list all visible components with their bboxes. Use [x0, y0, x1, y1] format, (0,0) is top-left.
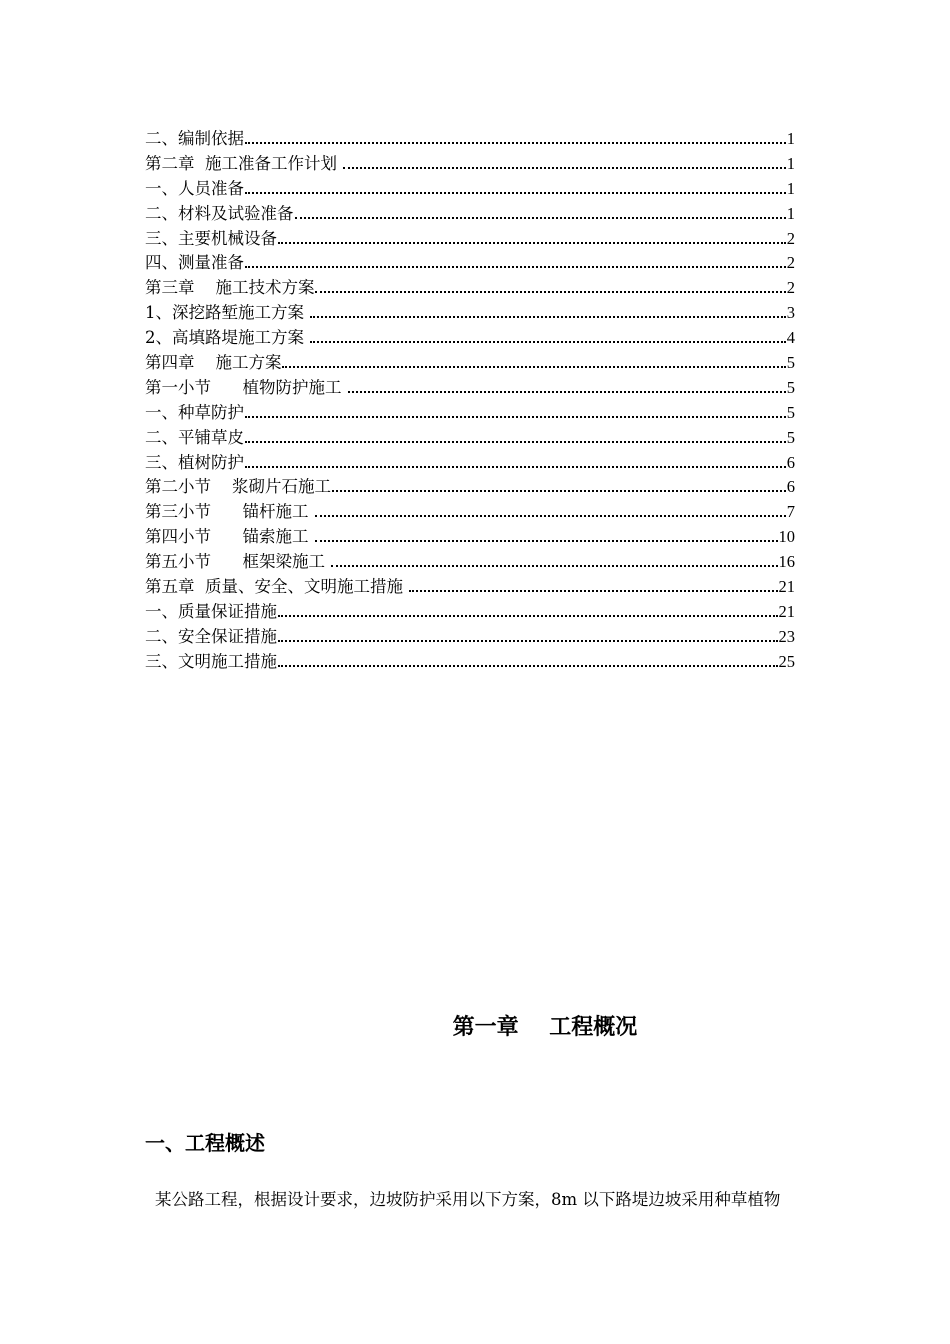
- toc-leader-dots: [348, 391, 786, 393]
- toc-entry[interactable]: [145, 301, 795, 326]
- toc-page-number: 2: [786, 228, 795, 248]
- chapter-title: 第一章 工程概况: [452, 1015, 638, 1040]
- toc-page-number: 21: [778, 601, 795, 621]
- toc-leader-dots: [278, 242, 786, 244]
- toc-leader-dots: [245, 266, 786, 268]
- toc-entry[interactable]: [145, 276, 795, 301]
- toc-leader-dots: [315, 515, 786, 517]
- toc-page-number: 7: [786, 502, 795, 522]
- toc-entry[interactable]: [145, 550, 795, 575]
- toc-page-number: 1: [786, 129, 795, 148]
- toc-leader-dots: [278, 640, 778, 642]
- toc-label: 二、编制依据: [145, 129, 244, 148]
- toc-label: 第二小节 浆砌片石施工: [145, 477, 331, 497]
- toc-leader-dots: [245, 142, 786, 144]
- toc-page-number: 2: [786, 253, 795, 273]
- toc-entry[interactable]: [145, 426, 795, 451]
- toc-leader-dots: [278, 615, 778, 617]
- toc-leader-dots: [343, 167, 786, 169]
- toc-entry[interactable]: [145, 600, 795, 625]
- toc-entry[interactable]: [145, 401, 795, 426]
- toc-leader-dots: [245, 441, 786, 443]
- toc-leader-dots: [315, 291, 785, 293]
- toc-leader-dots: [315, 540, 778, 542]
- body-paragraph: 某公路工程，根据设计要求，边坡防护采用以下方案，8m 以下路堤边坡采用种草植物: [155, 1190, 781, 1209]
- toc-label: 三、文明施工措施: [145, 651, 277, 671]
- toc-leader-dots: [295, 217, 786, 219]
- toc-leader-dots: [278, 665, 778, 667]
- section-heading: 一、工程概述: [145, 1131, 265, 1155]
- toc-page-number: 25: [778, 651, 795, 671]
- toc-label: 一、质量保证措施: [145, 601, 277, 621]
- toc-label: 三、植树防护: [145, 452, 244, 472]
- toc-entry[interactable]: [145, 625, 795, 650]
- toc-page-number: 6: [786, 477, 795, 497]
- toc-page-number: 4: [786, 328, 795, 348]
- toc-page-number: 1: [786, 203, 795, 223]
- toc-entry[interactable]: [145, 152, 795, 177]
- toc-page-number: 3: [786, 303, 795, 323]
- toc-page-number: 2: [786, 278, 795, 298]
- toc-label: 第五章 质量、安全、文明施工措施: [145, 577, 409, 597]
- toc-leader-dots: [409, 590, 777, 592]
- toc-page-number: 21: [778, 577, 795, 597]
- toc-label: 第一小节 植物防护施工: [145, 377, 347, 397]
- toc-entry[interactable]: [145, 650, 795, 675]
- toc-page-number: 16: [778, 552, 795, 572]
- toc-label: 三、主要机械设备: [145, 228, 277, 248]
- toc-label: 二、安全保证措施: [145, 626, 277, 646]
- toc-page-number: 10: [778, 527, 795, 547]
- toc-leader-dots: [310, 316, 786, 318]
- toc-page-number: 6: [786, 452, 795, 472]
- toc-leader-dots: [245, 192, 786, 194]
- toc-entry[interactable]: [145, 451, 795, 476]
- toc-page-number: 5: [786, 353, 795, 373]
- table-of-contents: [145, 127, 795, 675]
- toc-page-number: 5: [786, 402, 795, 422]
- toc-leader-dots: [332, 490, 786, 492]
- toc-entry[interactable]: [145, 251, 795, 276]
- toc-leader-dots: [331, 565, 777, 567]
- toc-label: 二、材料及试验准备: [145, 203, 294, 223]
- toc-label: 第四章 施工方案: [145, 353, 282, 373]
- toc-leader-dots: [245, 466, 786, 468]
- toc-label: 第三章 施工技术方案: [145, 278, 315, 298]
- toc-label: 1、深挖路堑施工方案: [145, 303, 310, 323]
- toc-page-number: 1: [786, 153, 795, 173]
- toc-label: 第四小节 锚索施工: [145, 527, 314, 547]
- toc-entry[interactable]: [145, 227, 795, 252]
- toc-label: 2、高填路堤施工方案: [145, 328, 310, 348]
- toc-entry[interactable]: [145, 351, 795, 376]
- toc-label: 四、测量准备: [145, 253, 244, 273]
- toc-label: 第二章 施工准备工作计划: [145, 153, 343, 173]
- toc-page-number: 5: [786, 377, 795, 397]
- toc-entry[interactable]: [145, 326, 795, 351]
- toc-entry[interactable]: [145, 127, 795, 152]
- toc-label: 第五小节 框架梁施工: [145, 552, 331, 572]
- toc-entry[interactable]: [145, 202, 795, 227]
- toc-page-number: 5: [786, 427, 795, 447]
- toc-entry[interactable]: [145, 575, 795, 600]
- toc-label: 一、种草防护: [145, 402, 244, 422]
- toc-label: 一、人员准备: [145, 178, 244, 198]
- toc-entry[interactable]: [145, 177, 795, 202]
- toc-leader-dots: [282, 366, 785, 368]
- toc-entry[interactable]: [145, 376, 795, 401]
- toc-leader-dots: [310, 341, 786, 343]
- toc-page-number: 1: [786, 178, 795, 198]
- toc-entry[interactable]: [145, 475, 795, 500]
- toc-label: 二、平铺草皮: [145, 427, 244, 447]
- toc-label: 第三小节 锚杆施工: [145, 502, 314, 522]
- toc-page-number: 23: [778, 626, 795, 646]
- toc-leader-dots: [245, 416, 786, 418]
- toc-entry[interactable]: [145, 525, 795, 550]
- toc-entry[interactable]: [145, 500, 795, 525]
